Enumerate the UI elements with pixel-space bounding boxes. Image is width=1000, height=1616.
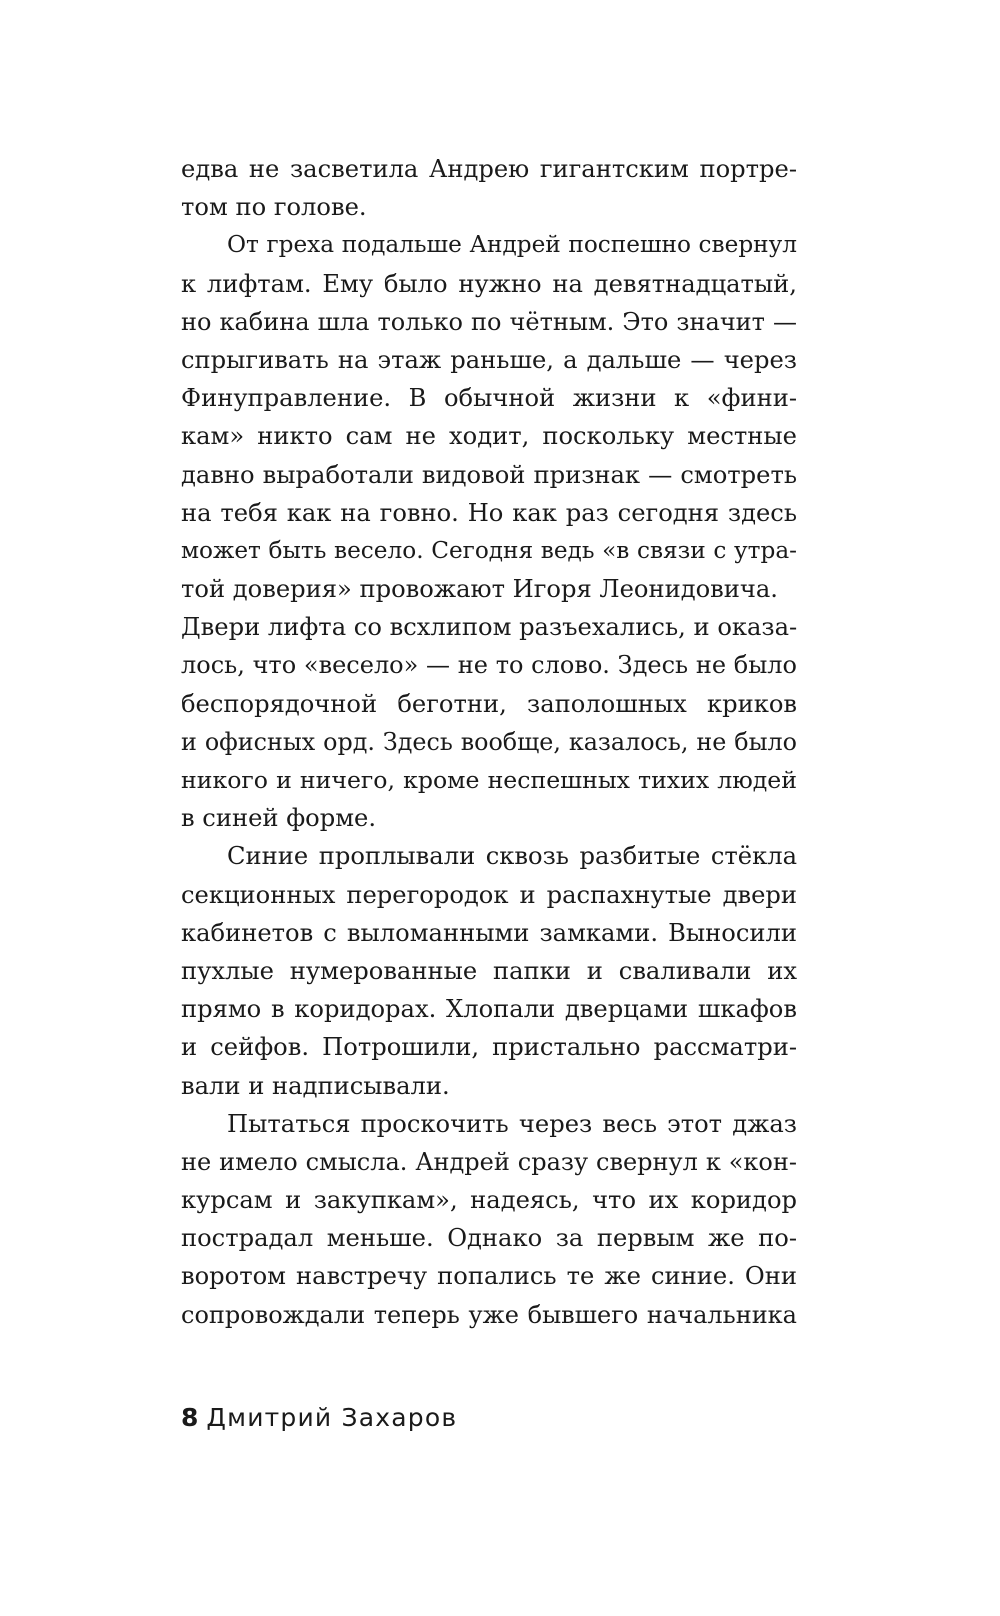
text-line: Пытаться проскочить через весь этот джаз — [227, 1109, 797, 1138]
text-line: прямо в коридорах. Хлопали дверцами шкафов — [181, 995, 797, 1024]
text-line: в синей форме. — [181, 804, 377, 833]
text-line: том по голове. — [181, 193, 367, 222]
text-line: пострадал меньше. Однако за первым же по- — [181, 1224, 797, 1253]
text-line: и офисных орд. Здесь вообще, казалось, не было — [181, 727, 797, 756]
text-line: давно выработали видовой признак — смотреть — [181, 460, 797, 489]
text-line: кабинетов с выломанными замками. Выносили — [181, 918, 797, 947]
text-line: От греха подальше Андрей поспешно свернул — [227, 231, 797, 259]
author-name: Дмитрий Захаров — [206, 1403, 458, 1432]
text-line: может быть весело. Сегодня ведь «в связи с утра- — [181, 536, 797, 564]
text-line: беспорядочной беготни, заполошных криков — [181, 689, 797, 718]
text-line: никого и ничего, кроме неспешных тихих людей — [181, 766, 797, 794]
page-number: 8 — [181, 1403, 199, 1432]
text-line: спрыгивать на этаж раньше, а дальше — через — [181, 345, 797, 374]
text-line: курсам и закупкам», надеясь, что их коридор — [181, 1186, 797, 1215]
running-footer — [181, 1403, 457, 1432]
text-line: к лифтам. Ему было нужно на девятнадцатый, — [181, 269, 797, 298]
body-text — [181, 150, 797, 1334]
text-line: секционных перегородок и распахнутые двери — [181, 880, 797, 909]
text-line: лось, что «весело» — не то слово. Здесь не было — [181, 651, 797, 680]
text-line: не имело смысла. Андрей сразу свернул к «кон- — [181, 1147, 797, 1176]
text-line: пухлые нумерованные папки и сваливали их — [181, 956, 797, 985]
text-line: и сейфов. Потрошили, пристально рассматри- — [181, 1033, 797, 1062]
text-line: воротом навстречу попались те же синие. Они — [181, 1262, 797, 1291]
text-line: вали и надписывали. — [181, 1071, 450, 1100]
text-line: Синие проплывали сквозь разбитые стёкла — [227, 842, 797, 871]
text-line: Финуправление. В обычной жизни к «фини- — [181, 384, 797, 413]
text-line: но кабина шла только по чётным. Это значит — — [181, 307, 797, 336]
text-line: той доверия» провожают Игоря Леонидовича. — [181, 575, 778, 604]
text-line: кам» никто сам не ходит, поскольку местные — [181, 422, 797, 451]
text-line: едва не засветила Андрею гигантским портре- — [181, 155, 797, 183]
text-line: на тебя как на говно. Но как раз сегодня здесь — [181, 498, 797, 527]
text-line: Двери лифта со всхлипом разъехались, и оказа- — [181, 613, 798, 642]
text-line: сопровождали теперь уже бывшего начальника — [181, 1300, 797, 1329]
